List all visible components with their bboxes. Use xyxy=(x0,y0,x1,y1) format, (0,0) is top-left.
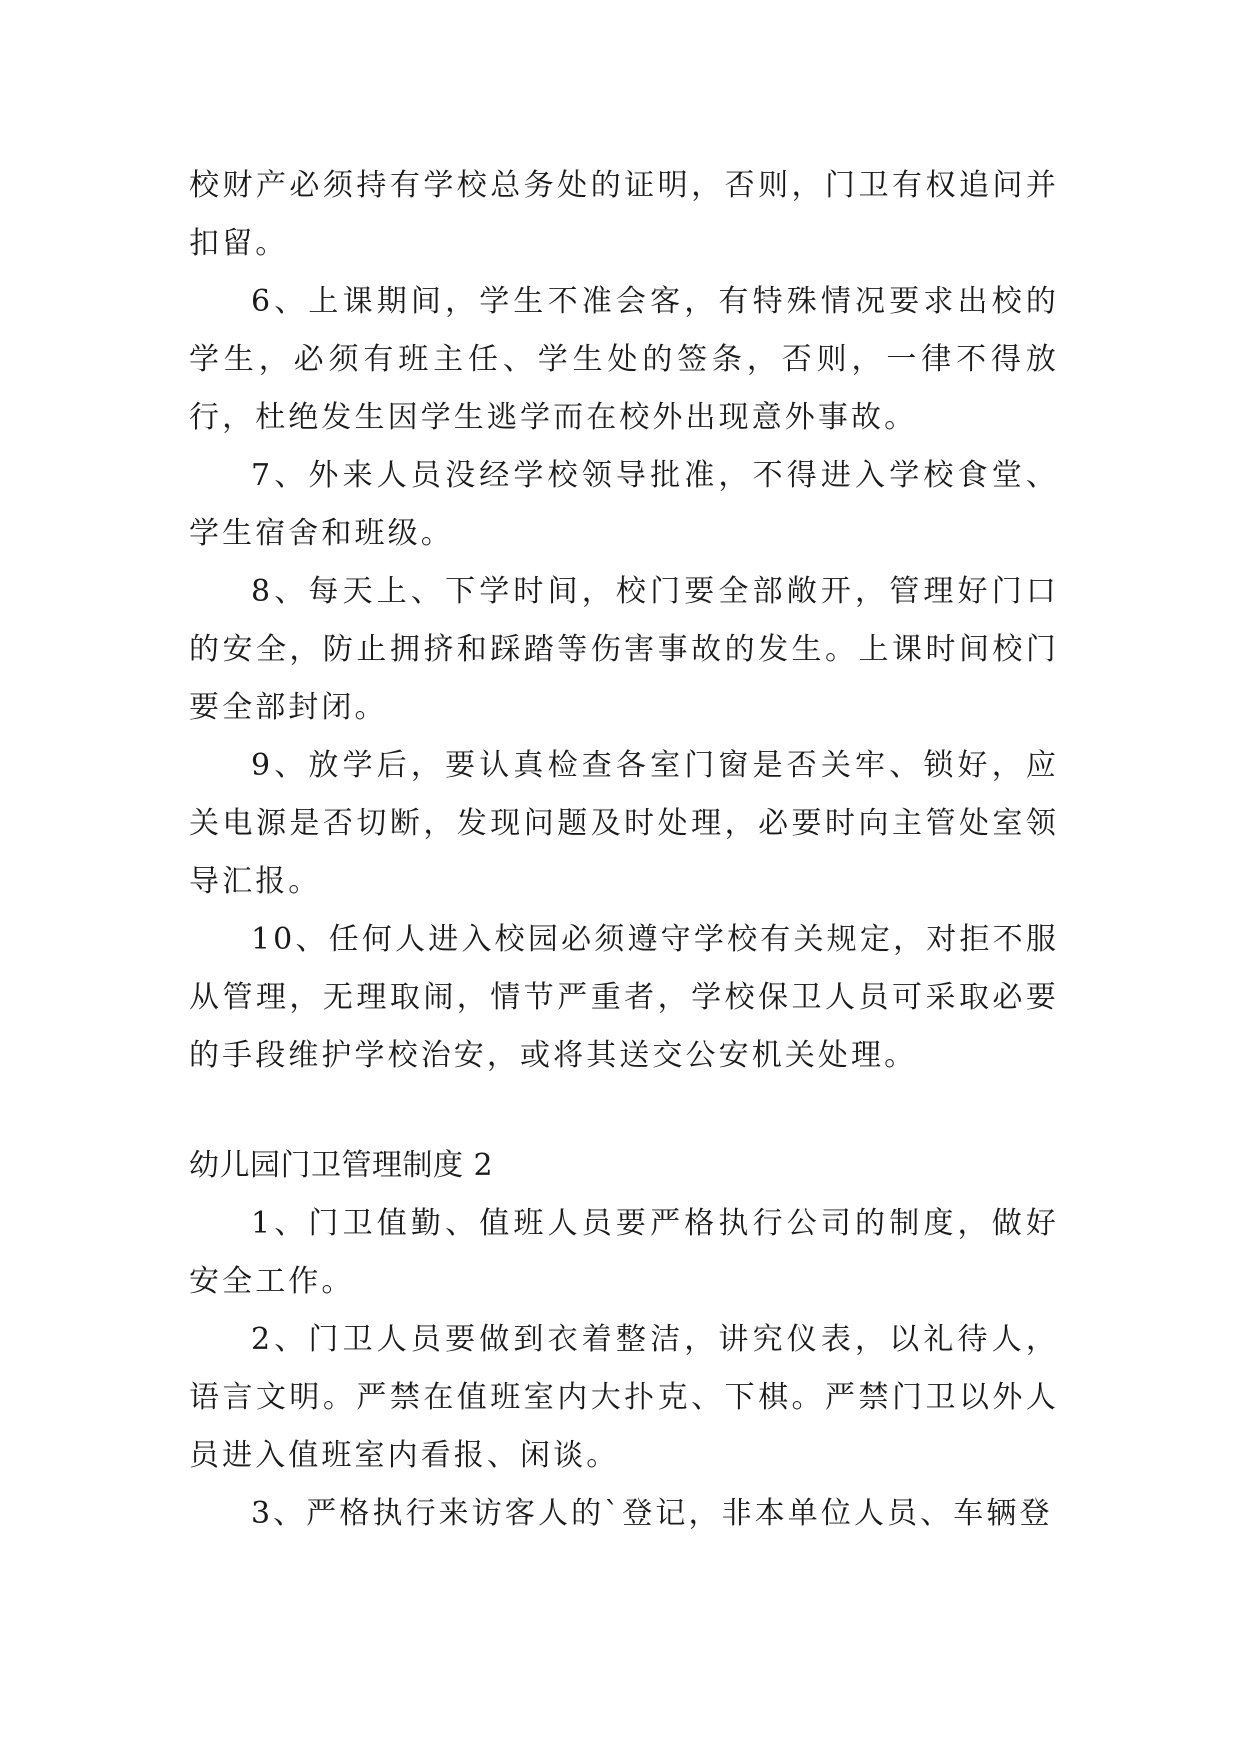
paragraph-rule-9: 9、放学后，要认真检查各室门窗是否关牢、锁好，应关电源是否切断，发现问题及时处理，必要时向主管处室领导汇报。 xyxy=(189,748,1059,899)
paragraph-rule-2: 2、门卫人员要做到衣着整洁，讲究仪表，以礼待人，语言文明。严禁在值班室内大扑克、下棋。严禁门卫以外人员进入值班室内看报、闲谈。 xyxy=(189,1322,1059,1473)
document-body xyxy=(189,157,1059,1543)
paragraph-continuation: 校财产必须持有学校总务处的证明，否则，门卫有权追问并扣留。 xyxy=(189,168,1059,261)
paragraph-rule-3: 3、严格执行来访客人的`登记，非本单位人员、车辆登 xyxy=(251,1496,1053,1531)
section-heading: 幼儿园门卫管理制度 2 xyxy=(189,1148,494,1183)
paragraph-rule-7: 7、外来人员没经学校领导批准，不得进入学校食堂、学生宿舍和班级。 xyxy=(189,458,1059,551)
paragraph-rule-10: 10、任何人进入校园必须遵守学校有关规定，对拒不服从管理，无理取闹，情节严重者，学校保卫人员可采取必要的手段维护学校治安，或将其送交公安机关处理。 xyxy=(189,922,1059,1073)
paragraph-rule-8: 8、每天上、下学时间，校门要全部敞开，管理好门口的安全，防止拥挤和踩踏等伤害事故的发生。上课时间校门要全部封闭。 xyxy=(189,574,1059,725)
paragraph-rule-1: 1、门卫值勤、值班人员要严格执行公司的制度，做好安全工作。 xyxy=(189,1206,1059,1299)
paragraph-rule-6: 6、上课期间，学生不准会客，有特殊情况要求出校的学生，必须有班主任、学生处的签条，否则，一律不得放行，杜绝发生因学生逃学而在校外出现意外事故。 xyxy=(189,284,1059,435)
